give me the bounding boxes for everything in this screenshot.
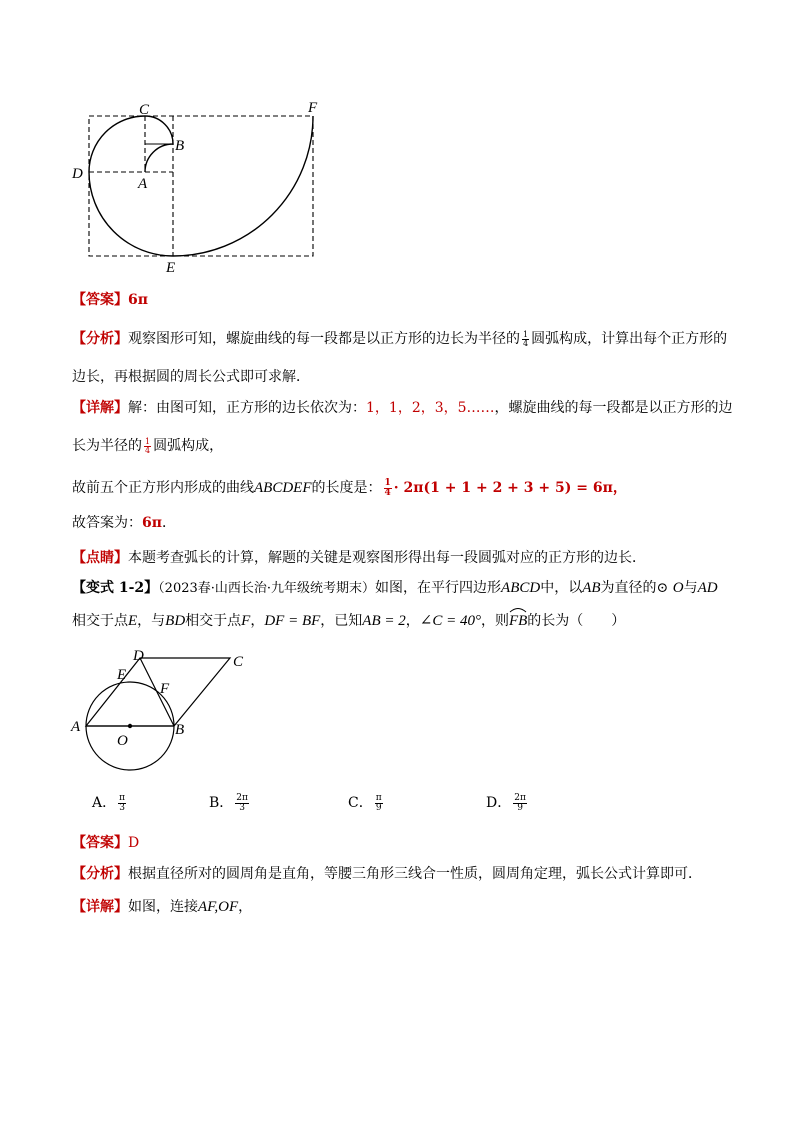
label-D: D (133, 648, 144, 664)
label-B: B (175, 722, 185, 738)
outer-dashed-rect (89, 116, 313, 256)
spiral-figure (60, 95, 340, 280)
detail-text: ，螺旋曲线的每一段都是以正方形的边 (494, 400, 733, 416)
label-C: C (233, 654, 244, 670)
label-D: D (72, 166, 83, 182)
choice-letter: C． (348, 795, 373, 811)
variant-text: ， (405, 613, 420, 629)
analysis-text: 边长，再根据圆的周长公式即可求解． (72, 369, 310, 385)
math-df-bf: DF = BF (264, 613, 321, 629)
fraction-denominator: 9 (375, 802, 382, 813)
label-F: F (160, 681, 170, 697)
math-segments: AF,OF (198, 899, 239, 915)
answer-2 (72, 833, 732, 853)
fraction-denominator: 4 (523, 338, 529, 348)
comment-1 (72, 548, 732, 568)
spiral-curve (89, 116, 313, 256)
variant-text: ，与 (137, 613, 166, 629)
parallelogram-figure (65, 640, 265, 785)
math-o: O (672, 580, 684, 596)
variant-text: ，已知 (320, 613, 363, 629)
variant-text: 与 (683, 580, 698, 596)
detail-text: 圆弧构成， (153, 438, 224, 454)
circle-symbol: ⊙ (656, 580, 669, 596)
fraction-denominator: 9 (517, 802, 523, 813)
detail-text: 如图，连接 (128, 899, 198, 915)
side-lengths: 1，1，2，3，5…… (366, 400, 495, 416)
answer-tag: 【答案】 (72, 835, 128, 851)
variant-source: （2023春·山西长治·九年级统考期末） (158, 581, 376, 596)
label-E: E (166, 260, 176, 276)
label-C: C (139, 102, 150, 118)
variant-line2 (72, 611, 732, 631)
choice-d[interactable] (486, 792, 529, 813)
variant-line1 (72, 578, 732, 599)
detail-text: ， (238, 899, 253, 915)
analysis-1-line1 (72, 329, 732, 349)
detail-1-line4 (72, 513, 732, 533)
center-point-o (128, 724, 132, 728)
analysis-tag: 【分析】 (72, 866, 128, 882)
analysis-text: 圆弧构成，计算出每个正方形的 (531, 331, 728, 347)
detail-text: 故前五个正方形内形成的曲线 (72, 480, 254, 496)
comment-text: 本题考查弧长的计算，解题的关键是观察图形得出每一段圆弧对应的正方形的边长． (128, 550, 646, 566)
label-A: A (71, 719, 81, 735)
answer-tag: 【答案】 (72, 292, 128, 308)
variant-text: 中，以 (540, 580, 583, 596)
choice-fraction (235, 794, 249, 813)
detail-tag: 【详解】 (72, 400, 128, 416)
math-angle: ∠C = 40° (419, 613, 481, 629)
choice-a[interactable] (92, 792, 128, 813)
fraction (522, 331, 529, 348)
detail-tag: 【详解】 (72, 899, 128, 915)
label-O: O (117, 733, 128, 749)
choice-b[interactable] (209, 792, 251, 813)
variant-tag: 【变式 1-2】 (72, 580, 159, 596)
choice-letter: D． (486, 795, 512, 811)
math-bd: BD (165, 613, 186, 629)
detail-text: ． (162, 515, 176, 531)
fraction-denominator: 3 (119, 802, 125, 813)
fraction-numerator: π (375, 792, 382, 803)
detail-text: 解：由图可知，正方形的边长依次为： (128, 400, 366, 416)
math-arc-fb (509, 611, 527, 631)
detail-1-line2 (72, 436, 732, 456)
choice-c[interactable] (348, 792, 385, 813)
fraction-denominator: 4 (145, 445, 151, 455)
answer-value: 6π (142, 515, 162, 531)
formula-fraction (384, 479, 392, 498)
fraction-numerator: 1 (384, 477, 391, 488)
math-ab: AB (582, 580, 601, 596)
fraction-numerator: π (119, 792, 126, 803)
math-ad: AD (697, 580, 718, 596)
analysis-text: 观察图形可知，螺旋曲线的每一段都是以正方形的边长为半径的 (128, 331, 520, 347)
analysis-text: 根据直径所对的圆周角是直角，等腰三角形三线合一性质，圆周角定理，弧长公式计算即可． (128, 866, 702, 882)
answer-value: D (128, 835, 140, 851)
variant-text: ，则 (480, 613, 509, 629)
variant-text: ， (250, 613, 265, 629)
detail-1-line3 (72, 478, 732, 498)
analysis-2 (72, 864, 732, 884)
fraction-denominator: 4 (384, 487, 391, 498)
analysis-1-line2 (72, 367, 732, 387)
fraction-numerator: 1 (145, 436, 151, 446)
fraction-numerator: 1 (523, 329, 529, 339)
arc-label: FB (508, 613, 528, 629)
formula: · 2π(1 + 1 + 2 + 3 + 5) = 6π， (393, 480, 627, 496)
answer-1 (72, 290, 732, 310)
variant-text: 的长为（ ） (527, 613, 626, 629)
arc-mark-icon (509, 606, 527, 613)
label-B: B (175, 138, 185, 154)
fraction-numerator: 2π (514, 792, 526, 803)
comment-tag: 【点睛】 (72, 550, 128, 566)
choice-letter: A． (92, 795, 117, 811)
fraction-denominator: 3 (239, 802, 245, 813)
detail-text: 的长度是： (311, 480, 382, 496)
choice-fraction (513, 794, 527, 813)
detail-text: 故答案为： (72, 515, 142, 531)
variant-text: 相交于点 (185, 613, 242, 629)
detail-text: 长为半径的 (72, 438, 142, 454)
choice-fraction (375, 794, 383, 813)
answer-value: 6π (128, 292, 148, 308)
variant-text: 为直径的 (600, 580, 657, 596)
detail-1-line1 (72, 398, 732, 418)
label-E: E (117, 667, 127, 683)
label-F: F (308, 100, 318, 116)
choice-fraction (118, 794, 126, 813)
curve-name: ABCDEF (254, 480, 312, 496)
fraction-numerator: 2π (236, 792, 248, 803)
math-e: E (128, 613, 138, 629)
label-A: A (138, 176, 148, 192)
analysis-tag: 【分析】 (72, 331, 128, 347)
variant-text: 如图，在平行四边形 (375, 580, 502, 596)
fraction (144, 438, 151, 455)
variant-text: 相交于点 (72, 613, 128, 629)
math-ab-eq: AB = 2 (362, 613, 406, 629)
math-abcd: ABCD (501, 580, 541, 596)
math-f: F (241, 613, 251, 629)
detail-2 (72, 897, 732, 917)
choice-letter: B． (209, 795, 234, 811)
